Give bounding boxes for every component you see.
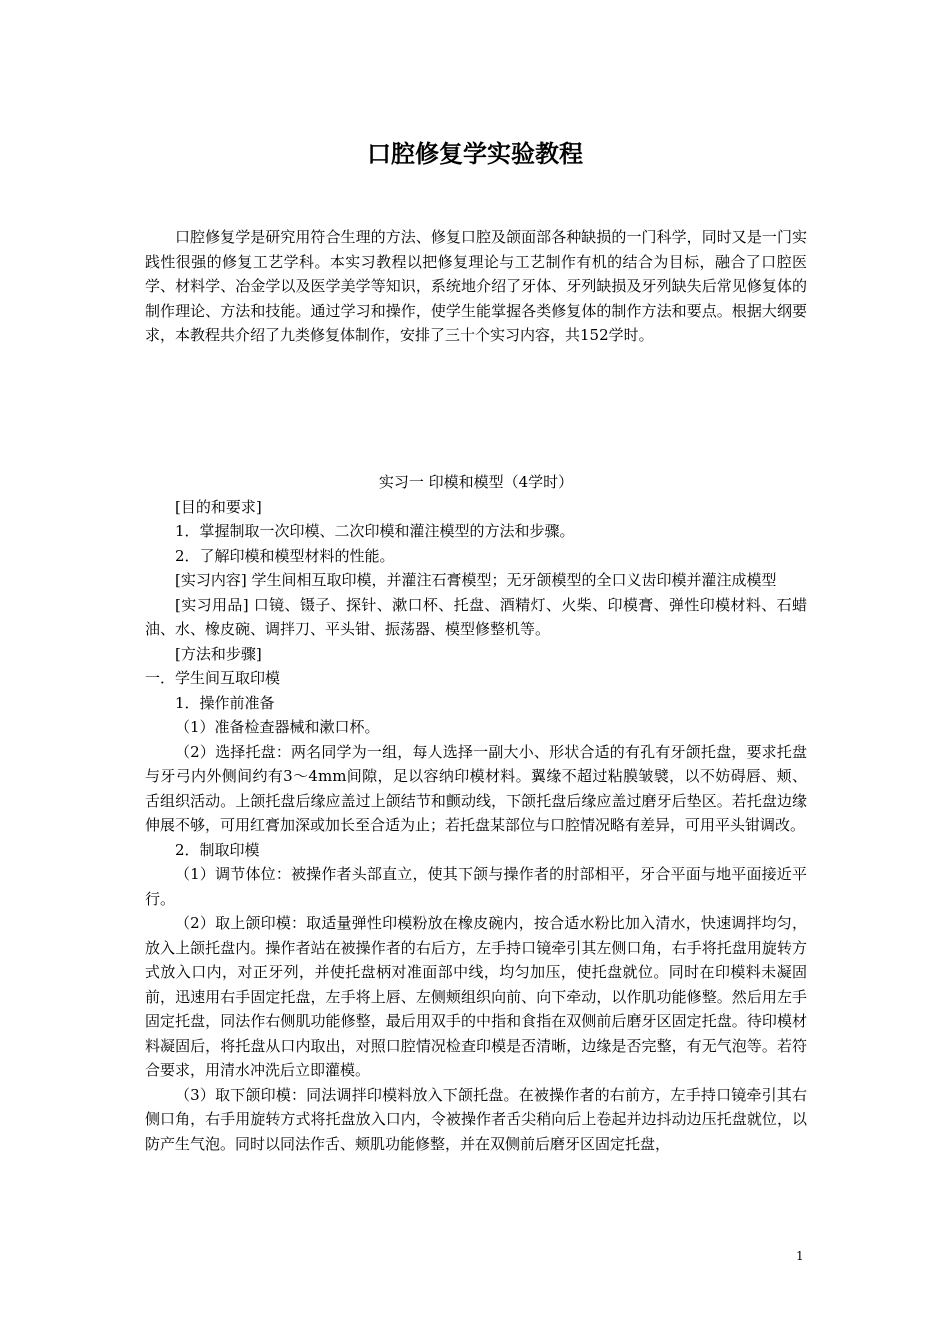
objective-item: 1．掌握制取一次印模、二次印模和灌注模型的方法和步骤。	[175, 522, 575, 540]
step-heading: 1．操作前准备	[175, 693, 275, 712]
document-title: 口腔修复学实验教程	[367, 139, 583, 168]
subsection-heading: 一．学生间互取印模	[145, 669, 281, 687]
abstract-section	[145, 225, 807, 348]
section-title: 实习一 印模和模型（4学时）	[378, 473, 574, 491]
step-paragraph: （1）调节体位：被操作者头部直立，使其下颌与操作者的肘部相平，牙合平面与地平面接近平行。	[145, 865, 807, 908]
step-heading: 2．制取印模	[175, 840, 260, 859]
page-number: 1	[796, 1249, 804, 1263]
objective-item: 2．了解印模和模型材料的性能。	[175, 546, 395, 565]
step-paragraph: （1）准备检查器械和漱口杯。	[175, 718, 380, 736]
step-paragraph: （3）取下颌印模：同法调拌印模料放入下颌托盘。在被操作者的右前方，左手持口镜牵引其右侧口角，右手用旋转方式将托盘放入口内，令被操作者舌尖稍向后上卷起并边抖动边压托盘就位，以防产生气泡。同时以同法作舌、颊肌功能修整，并在双侧前后磨牙区固定托盘，	[145, 1085, 807, 1153]
step-paragraph: （2）选择托盘：两名同学为一组，每人选择一副大小、形状合适的有孔有牙颌托盘，要求托盘与牙弓内外侧间约有3～4mm间隙，足以容纳印模材料。翼缘不超过粘膜皱襞，以不妨碍唇、颊、舌组织活动。上颌托盘后缘应盖过上颌结节和颤动线，下颌托盘后缘应盖过磨牙后垫区。若托盘边缘伸展不够，可用红膏加深或加长至合适为止；若托盘某部位与口腔情况略有差异，可用平头钳调改。	[145, 742, 807, 834]
lab-content-paragraph: [实习内容] 学生间相互取印模，并灌注石膏模型；无牙颌模型的全口义齿印模并灌注成模型	[175, 571, 777, 589]
lab-section	[145, 470, 807, 1156]
heading-objectives: [目的和要求]	[175, 497, 262, 516]
lab-supplies-paragraph: [实习用品] 口镜、镊子、探针、漱口杯、托盘、酒精灯、火柴、印模膏、弹性印模材料、石蜡油、水、橡皮碗、调拌刀、平头钳、振荡器、模型修整机等。	[145, 595, 807, 638]
heading-methods: [方法和步骤]	[175, 644, 262, 663]
step-paragraph: （2）取上颌印模：取适量弹性印模粉放在橡皮碗内，按合适水粉比加入清水，快速调拌均匀，放入上颌托盘内。操作者站在被操作者的右后方，左手持口镜牵引其左侧口角，右手将托盘用旋转方式放入口内，对正牙列，并使托盘柄对准面部中线，均匀加压，使托盘就位。同时在印模料未凝固前，迅速用右手固定托盘，左手将上唇、左侧颊组织向前、向下牵动，以作肌功能修整。然后用左手固定托盘，同法作右侧肌功能修整，最后用双手的中指和食指在双侧前后磨牙区固定托盘。待印模材料凝固后，将托盘从口内取出，对照口腔情况检查印模是否清晰，边缘是否完整，有无气泡等。若符合要求，用清水冲洗后立即灌模。	[145, 914, 807, 1079]
abstract-paragraph: 口腔修复学是研究用符合生理的方法、修复口腔及颌面部各种缺损的一门科学，同时又是一门实践性很强的修复工艺学科。本实习教程以把修复理论与工艺制作有机的结合为目标，融合了口腔医学、材料学、冶金学以及医学美学等知识，系统地介绍了牙体、牙列缺损及牙列缺失后常见修复体的制作理论、方法和技能。通过学习和操作，使学生能掌握各类修复体的制作方法和要点。根据大纲要求，本教程共介绍了九类修复体制作，安排了三十个实习内容，共152学时。	[145, 228, 807, 344]
